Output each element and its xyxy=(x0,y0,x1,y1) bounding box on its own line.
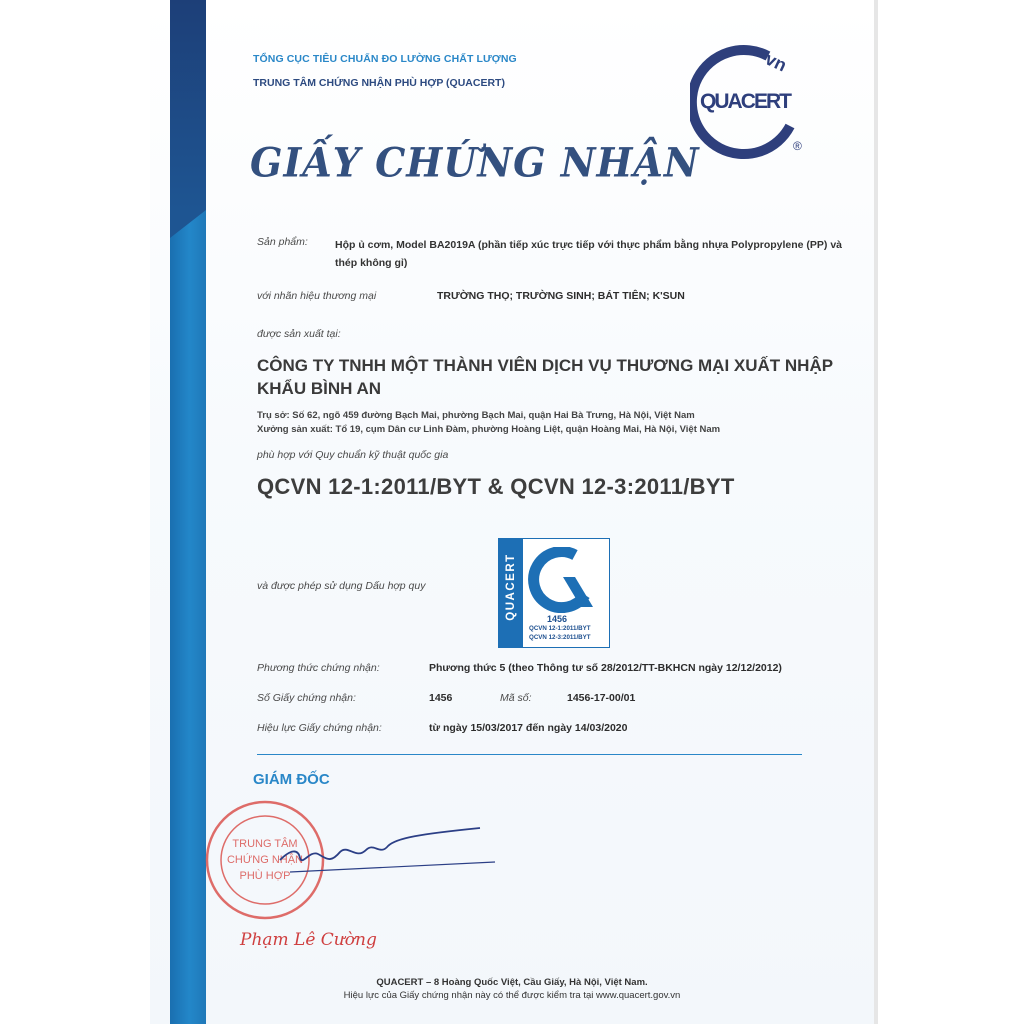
standard-value: QCVN 12-1:2011/BYT & QCVN 12-3:2011/BYT xyxy=(257,474,735,499)
brands-label: với nhãn hiệu thương mại xyxy=(257,290,377,302)
mark-number: 1456 xyxy=(547,614,568,624)
product-label: Sản phẩm: xyxy=(257,236,308,248)
center-name: TRUNG TÂM CHỨNG NHẬN PHÙ HỢP (QUACERT) xyxy=(253,77,505,89)
manufacturer-label: được sản xuất tại: xyxy=(257,328,341,340)
side-stripe-dark xyxy=(170,0,206,210)
method-label: Phương thức chứng nhận: xyxy=(257,662,380,674)
director-signature xyxy=(270,820,500,880)
mark-qr-symbol xyxy=(527,547,605,613)
code-value: 1456-17-00/01 xyxy=(567,692,636,704)
footer-address: QUACERT – 8 Hoàng Quốc Việt, Cầu Giấy, Hà Nội, Việt Nam. xyxy=(376,977,648,988)
validity-value: từ ngày 15/03/2017 đến ngày 14/03/2020 xyxy=(429,722,628,734)
footer-note: Hiệu lực của Giấy chứng nhận này có thể được kiểm tra tại www.quacert.gov.vn xyxy=(343,990,681,1001)
company-name: CÔNG TY TNHH MỘT THÀNH VIÊN DỊCH VỤ THƯƠNG MẠI XUẤT NHẬP KHẨU BÌNH AN xyxy=(257,356,833,398)
cert-number-label: Số Giấy chứng nhận: xyxy=(257,692,356,704)
seal-line-3: PHÙ HỢP xyxy=(239,870,291,882)
page-edge xyxy=(874,0,878,1024)
seal-line-1: TRUNG TÂM xyxy=(232,838,298,850)
factory-address: Xưởng sản xuất: Tổ 19, cụm Dân cư Linh Đàm, phường Hoàng Liệt, quận Hoàng Mai, Hà Nội, Việt Nam xyxy=(257,424,721,435)
seal-line-2: CHỨNG NHẬN xyxy=(226,854,304,866)
logo-registered: ® xyxy=(793,139,802,153)
mark-side-band xyxy=(499,539,523,647)
logo-suffix: vn xyxy=(762,48,790,76)
mark-brand: QUACERT xyxy=(505,553,517,621)
agency-name: TỔNG CỤC TIÊU CHUẨN ĐO LƯỜNG CHẤT LƯỢNG xyxy=(253,53,517,65)
quacert-logo xyxy=(690,42,802,160)
code-label: Mã số: xyxy=(500,692,532,704)
director-name: Phạm Lê Cường xyxy=(240,930,377,950)
logo-brand: QUACERT xyxy=(700,90,792,113)
mark-label: và được phép sử dụng Dấu hợp quy xyxy=(257,580,426,592)
director-title: GIÁM ĐỐC xyxy=(253,771,330,788)
cert-number-value: 1456 xyxy=(429,692,453,704)
validity-label: Hiệu lực Giấy chứng nhận: xyxy=(257,722,382,734)
standard-label: phù hợp với Quy chuẩn kỹ thuật quốc gia xyxy=(257,449,449,461)
certificate-title: GIẤY CHỨNG NHẬN xyxy=(250,138,700,187)
mark-standard-1: QCVN 12-1:2011/BYT xyxy=(529,625,591,632)
divider-line xyxy=(257,754,802,755)
side-stripe-notch xyxy=(170,210,206,238)
mark-standard-2: QCVN 12-3:2011/BYT xyxy=(529,634,591,641)
product-value: Hộp ủ cơm, Model BA2019A (phần tiếp xúc trực tiếp với thực phẩm bằng nhựa Polypropylene (PP) và thép không gỉ) xyxy=(335,239,843,269)
brands-value: TRƯỜNG THỌ; TRƯỜNG SINH; BÁT TIÊN; K'SUN xyxy=(437,290,685,302)
method-value: Phương thức 5 (theo Thông tư số 28/2012/TT-BKHCN ngày 12/12/2012) xyxy=(429,662,782,674)
office-address: Trụ sở: Số 62, ngõ 459 đường Bạch Mai, phường Bạch Mai, quận Hai Bà Trưng, Hà Nội, Việt Nam xyxy=(257,410,695,421)
conformity-mark xyxy=(498,538,610,648)
